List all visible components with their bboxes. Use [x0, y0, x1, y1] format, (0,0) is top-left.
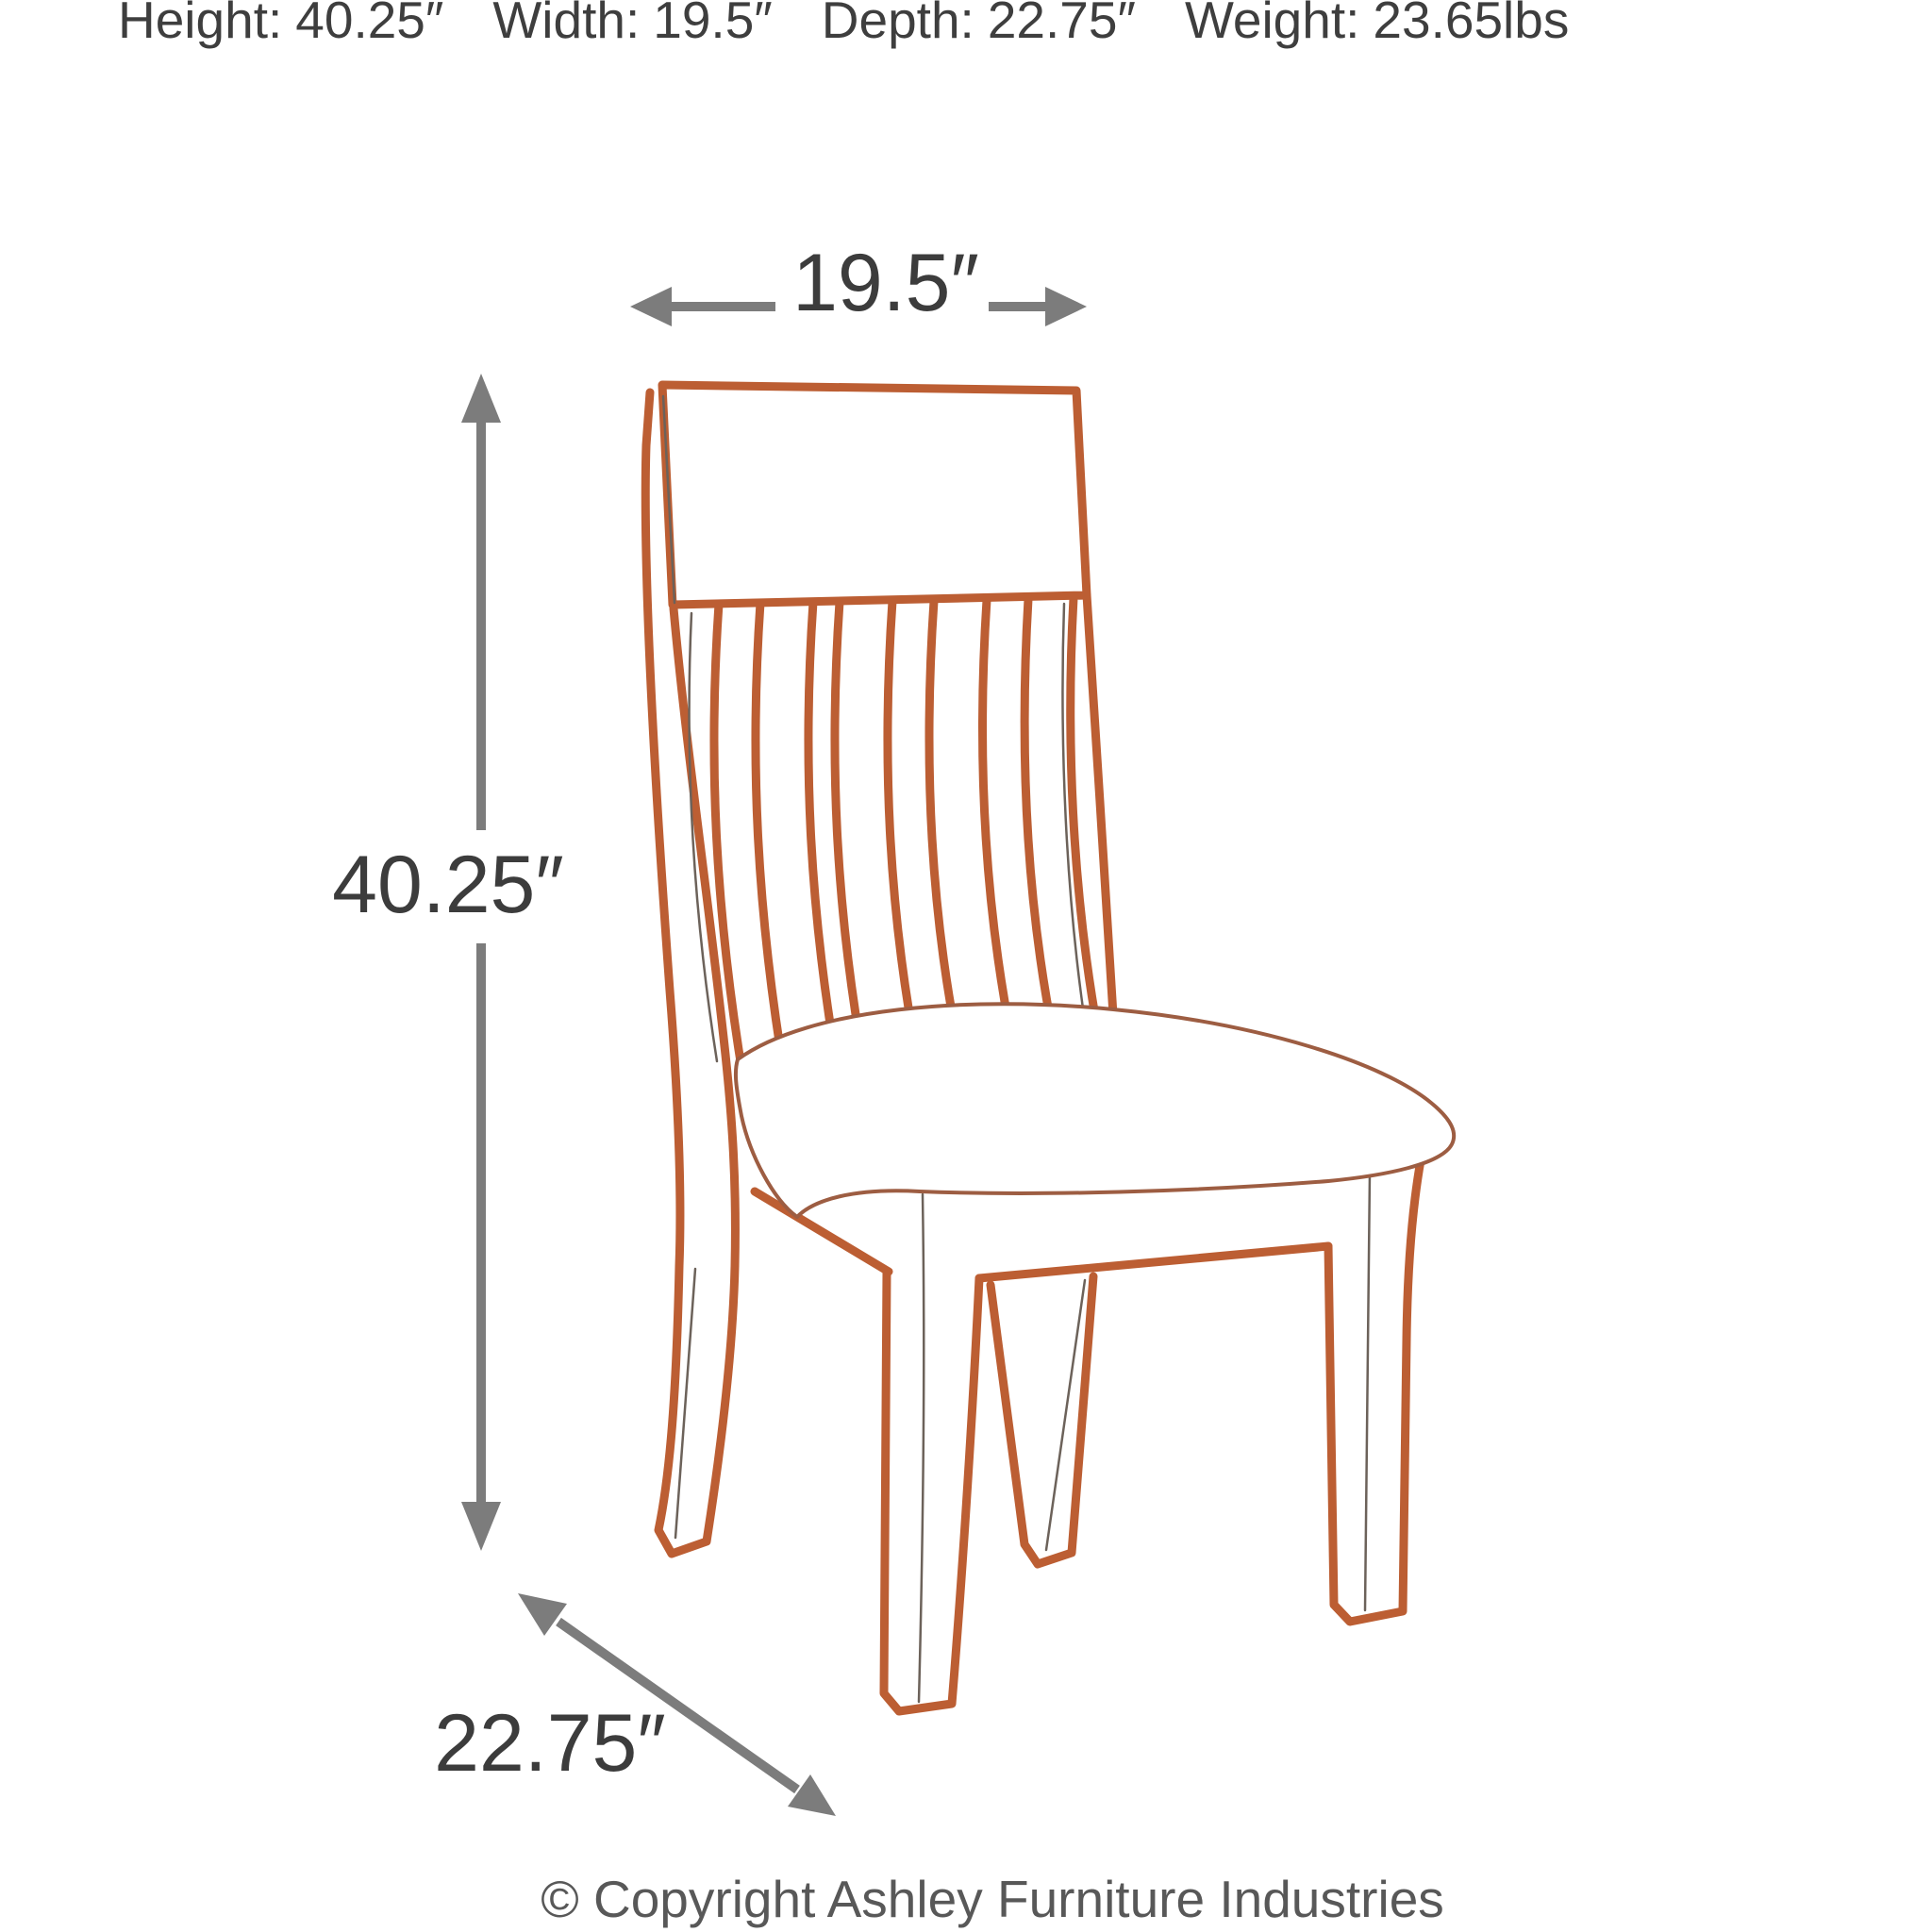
width-dimension-label: 19.5″	[792, 238, 979, 328]
chair-seat-cushion	[736, 1004, 1454, 1217]
spec-height-value: 40.25″	[295, 0, 444, 49]
copyright-text: © Copyright Ashley Furniture Industries	[541, 1870, 1444, 1928]
chair-front-right-leg	[1328, 1160, 1421, 1622]
spec-width-label: Width:	[492, 0, 641, 49]
spec-depth-value: 22.75″	[987, 0, 1136, 49]
chair-front-left-leg	[884, 1272, 979, 1711]
chair-front-apron	[979, 1246, 1328, 1278]
width-arrow-left-icon	[630, 287, 775, 326]
height-dimension-label: 40.25″	[332, 840, 564, 930]
height-arrow-icon	[461, 374, 501, 1551]
chair-crest-rail	[662, 385, 1087, 605]
spec-weight-value: 23.65lbs	[1373, 0, 1570, 49]
depth-dimension-label: 22.75″	[434, 1698, 666, 1789]
chair-back-right-leg	[991, 1276, 1093, 1564]
spec-width-value: 19.5″	[653, 0, 773, 49]
spec-weight-label: Weight:	[1184, 0, 1360, 49]
spec-depth-label: Depth:	[821, 0, 974, 49]
spec-height-label: Height:	[118, 0, 283, 49]
